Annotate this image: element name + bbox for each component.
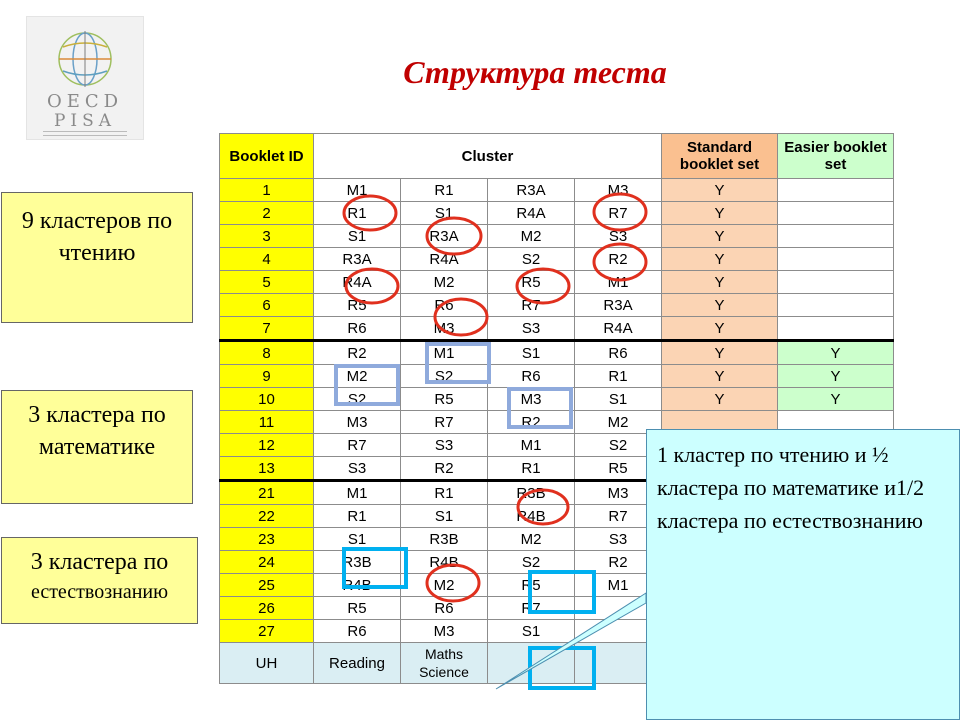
cluster-cell: R6 (488, 365, 575, 388)
cluster-cell: R7 (488, 294, 575, 317)
cluster-cell: R4A (401, 248, 488, 271)
cluster-cell: M1 (401, 341, 488, 365)
cluster-cell: R1 (575, 365, 662, 388)
note-math-clusters: 3 кластера по математике (1, 390, 193, 504)
uh-maths: Maths (424, 646, 464, 662)
cluster-cell: R6 (401, 294, 488, 317)
uh-id: UH (220, 643, 314, 684)
standard-cell: Y (662, 388, 778, 411)
header-booklet-id: Booklet ID (220, 134, 314, 179)
booklet-id-cell: 11 (220, 411, 314, 434)
cluster-cell: M1 (314, 481, 401, 505)
square-marker-math (336, 366, 398, 404)
easier-cell: Y (778, 388, 894, 411)
standard-cell: Y (662, 317, 778, 341)
cluster-cell: R4B (401, 551, 488, 574)
cluster-cell: R2 (488, 411, 575, 434)
cluster-cell: R3A (575, 294, 662, 317)
cluster-cell: M3 (401, 620, 488, 643)
logo-pisa-text: PISA (53, 111, 117, 131)
cluster-cell: R5 (488, 271, 575, 294)
cluster-cell: M2 (575, 411, 662, 434)
cluster-cell: R4B (314, 574, 401, 597)
cluster-cell: R1 (488, 457, 575, 481)
cluster-cell: M1 (575, 271, 662, 294)
booklet-id-cell: 27 (220, 620, 314, 643)
cluster-cell: R4B (488, 505, 575, 528)
cluster-cell: R4A (314, 271, 401, 294)
booklet-id-cell: 6 (220, 294, 314, 317)
cluster-cell: R7 (401, 411, 488, 434)
cluster-cell: S1 (401, 202, 488, 225)
cluster-cell: R7 (314, 434, 401, 457)
header-cluster: Cluster (314, 134, 662, 179)
cluster-cell: S2 (575, 434, 662, 457)
cluster-cell: R6 (401, 597, 488, 620)
cluster-cell: R6 (575, 341, 662, 365)
cluster-cell: R5 (401, 388, 488, 411)
booklet-id-cell: 22 (220, 505, 314, 528)
booklet-id-cell: 13 (220, 457, 314, 481)
note-reading-clusters: 9 кластеров по чтению (1, 192, 193, 323)
standard-cell: Y (662, 225, 778, 248)
cluster-cell: R1 (314, 505, 401, 528)
cluster-cell: M1 (314, 179, 401, 202)
booklet-id-cell: 1 (220, 179, 314, 202)
easier-cell: Y (778, 365, 894, 388)
booklet-id-cell: 10 (220, 388, 314, 411)
booklet-id-cell: 4 (220, 248, 314, 271)
booklet-id-cell: 9 (220, 365, 314, 388)
cluster-cell: M3 (488, 388, 575, 411)
header-easier: Easier booklet set (778, 134, 894, 179)
standard-cell: Y (662, 179, 778, 202)
cluster-cell: R5 (314, 597, 401, 620)
uh-reading: Reading (314, 643, 401, 684)
cluster-cell: S2 (314, 388, 401, 411)
cluster-cell: S3 (488, 317, 575, 341)
cluster-cell: R5 (314, 294, 401, 317)
booklet-id-cell: 24 (220, 551, 314, 574)
cluster-cell: R3A (488, 179, 575, 202)
circle-marker (517, 269, 569, 303)
circle-marker (427, 565, 479, 601)
cluster-cell: M2 (488, 225, 575, 248)
square-marker-science (344, 549, 406, 587)
booklet-id-cell: 23 (220, 528, 314, 551)
booklet-id-cell: 25 (220, 574, 314, 597)
cluster-cell: S1 (488, 620, 575, 643)
cluster-cell: R1 (401, 481, 488, 505)
standard-cell: Y (662, 341, 778, 365)
cluster-cell: R1 (314, 202, 401, 225)
cluster-cell: R6 (314, 620, 401, 643)
cluster-cell: R7 (575, 505, 662, 528)
cluster-cell: R7 (488, 597, 575, 620)
circle-marker (594, 194, 646, 230)
cluster-cell: S3 (575, 528, 662, 551)
cluster-cell: R2 (401, 457, 488, 481)
cluster-cell: S2 (488, 551, 575, 574)
booklet-id-cell: 2 (220, 202, 314, 225)
cluster-cell: R7 (575, 202, 662, 225)
circle-marker (594, 244, 646, 280)
cluster-cell: S3 (314, 457, 401, 481)
standard-cell: Y (662, 248, 778, 271)
booklet-id-cell: 26 (220, 597, 314, 620)
callout-note: 1 кластер по чтению и ½ кластера по математике и1/2 кластера по естествознанию (646, 429, 960, 720)
circle-marker (518, 490, 568, 524)
note-science-line2: естествознанию (30, 581, 169, 603)
circle-marker (346, 269, 398, 303)
square-marker-science (530, 648, 594, 688)
cluster-cell: M2 (488, 528, 575, 551)
cluster-cell: R6 (314, 317, 401, 341)
cluster-cell: R4A (488, 202, 575, 225)
standard-cell: Y (662, 202, 778, 225)
note-science-line1: 3 кластера по (30, 549, 169, 575)
cluster-cell: R4A (575, 317, 662, 341)
cluster-cell: R2 (314, 341, 401, 365)
cluster-cell: M3 (575, 481, 662, 505)
standard-cell: Y (662, 294, 778, 317)
circle-marker (427, 218, 481, 254)
standard-cell: Y (662, 271, 778, 294)
cluster-cell: M2 (401, 271, 488, 294)
booklet-id-cell: 3 (220, 225, 314, 248)
cluster-cell: M1 (488, 434, 575, 457)
square-marker-math (427, 344, 489, 382)
cluster-cell: S1 (488, 341, 575, 365)
cluster-cell: R5 (488, 574, 575, 597)
page-title: Структура теста (403, 54, 667, 90)
cluster-cell: R5 (575, 457, 662, 481)
cluster-cell: R3B (401, 528, 488, 551)
cluster-cell: R3B (314, 551, 401, 574)
cluster-cell: R3B (488, 481, 575, 505)
cluster-cell: S2 (401, 365, 488, 388)
cluster-cell: S1 (314, 225, 401, 248)
cluster-cell: R2 (575, 551, 662, 574)
callout-pointer (496, 593, 646, 689)
cluster-cell: R2 (575, 248, 662, 271)
cluster-cell: S1 (575, 388, 662, 411)
cluster-cell: S1 (401, 505, 488, 528)
header-standard: Standard booklet set (662, 134, 778, 179)
booklet-id-cell: 21 (220, 481, 314, 505)
cluster-cell: S3 (575, 225, 662, 248)
cluster-cell: M2 (401, 574, 488, 597)
booklet-id-cell: 7 (220, 317, 314, 341)
cluster-cell: R3A (401, 225, 488, 248)
circle-marker (344, 196, 396, 230)
cluster-cell: S1 (314, 528, 401, 551)
cluster-cell: M3 (575, 179, 662, 202)
cluster-cell: R1 (401, 179, 488, 202)
booklet-id-cell: 12 (220, 434, 314, 457)
uh-science: Science (419, 664, 469, 680)
cluster-cell: M3 (401, 317, 488, 341)
logo-oecd-text: OECD (46, 91, 124, 112)
cluster-cell: M2 (314, 365, 401, 388)
booklet-id-cell: 5 (220, 271, 314, 294)
cluster-cell: R3A (314, 248, 401, 271)
booklet-id-cell: 8 (220, 341, 314, 365)
cluster-cell: S3 (401, 434, 488, 457)
circle-marker (435, 299, 487, 335)
square-marker-math (509, 389, 571, 427)
cluster-cell: M3 (314, 411, 401, 434)
easier-cell: Y (778, 341, 894, 365)
cluster-cell: S2 (488, 248, 575, 271)
cluster-cell: M1 (575, 574, 662, 597)
square-marker-science (530, 572, 594, 612)
standard-cell: Y (662, 365, 778, 388)
